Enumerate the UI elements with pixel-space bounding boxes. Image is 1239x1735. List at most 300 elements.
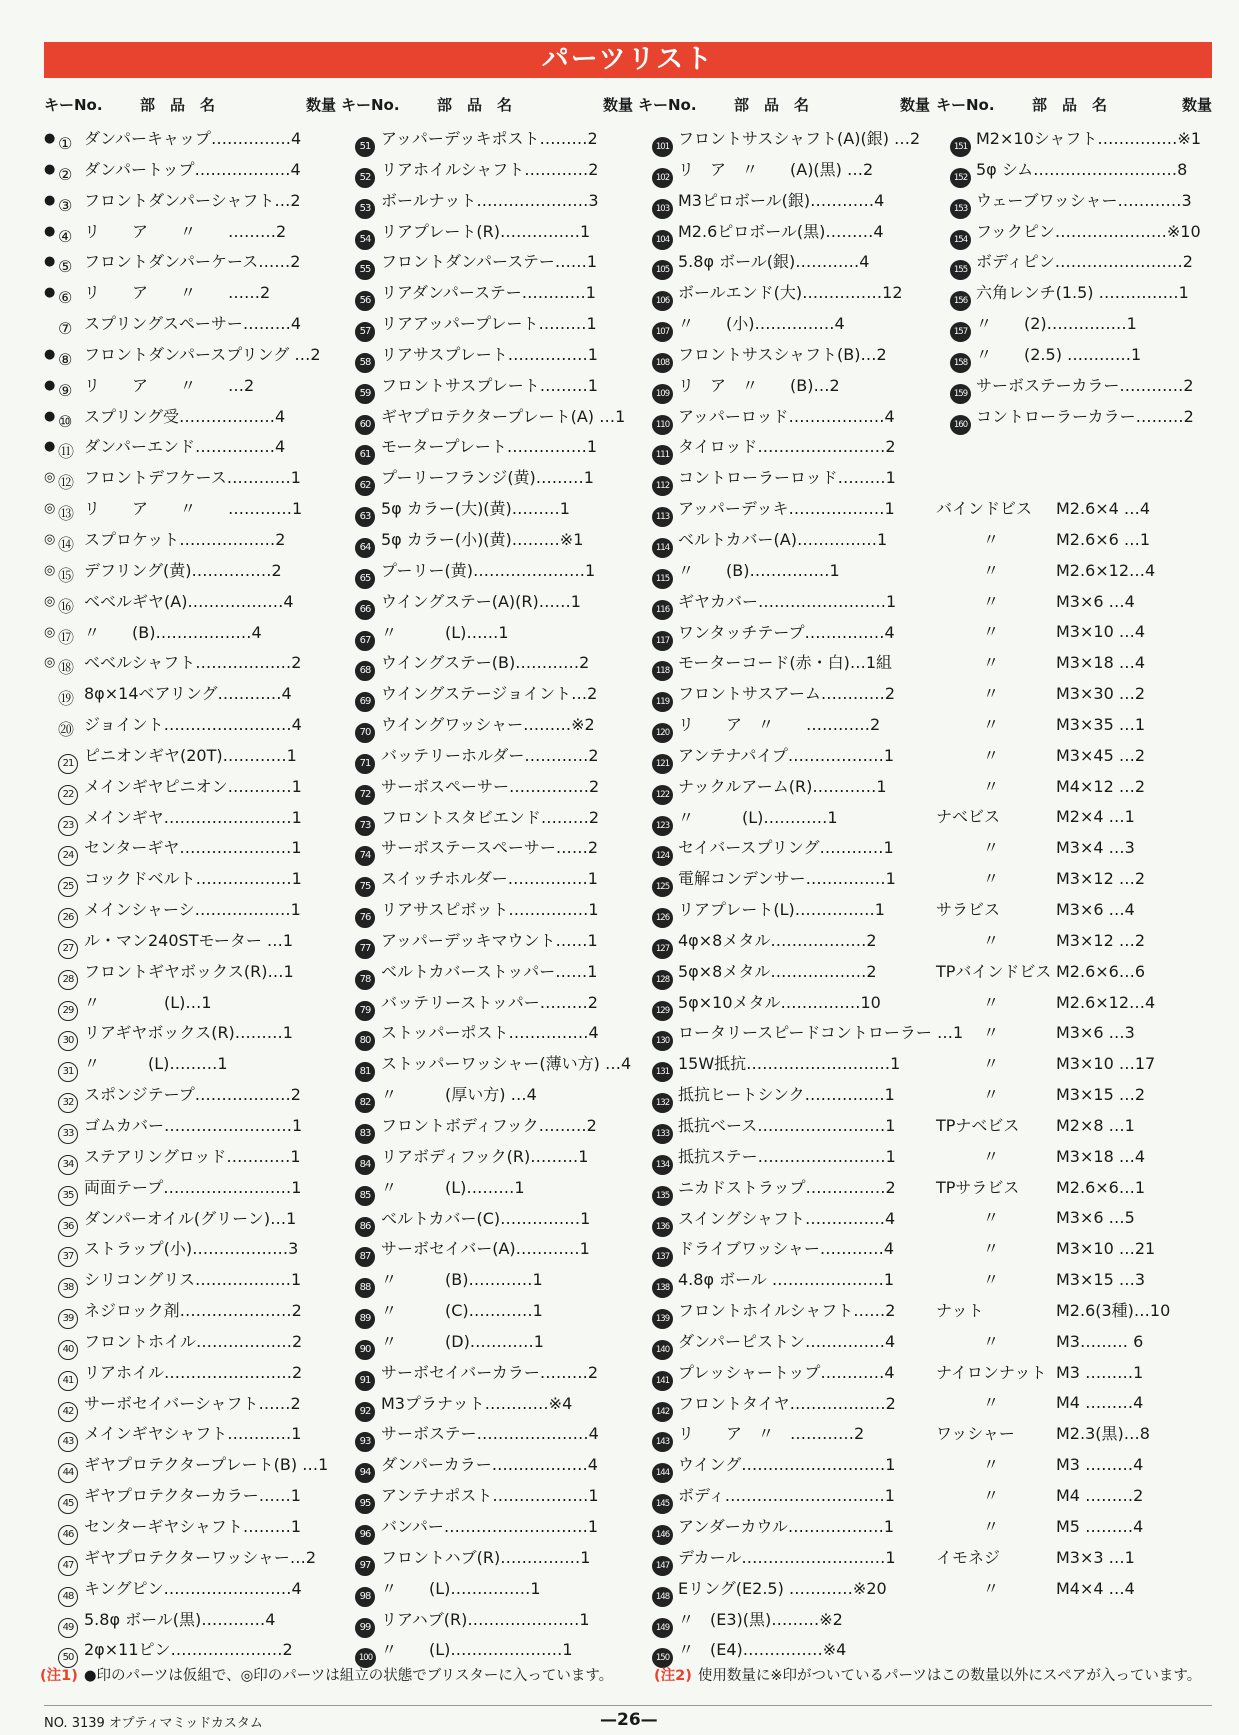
part-name: M3ピロボール(銀)…………4 <box>678 190 885 210</box>
key-number <box>58 1579 80 1602</box>
part-row <box>341 895 633 926</box>
key-number <box>355 838 377 862</box>
key-number <box>58 437 80 462</box>
key-number <box>652 530 674 553</box>
key-number-label: 53 <box>355 199 375 219</box>
part-name: ダンパーカラー………………4 <box>381 1455 598 1475</box>
part-name: 〃 (L)…………1 <box>678 807 838 827</box>
note-1-label: (注1) <box>40 1668 78 1684</box>
bolt-row <box>936 1574 1212 1605</box>
part-row <box>341 247 633 278</box>
bolt-size: M4 ………4 <box>1056 1393 1144 1413</box>
part-name: 電解コンデンサー……………1 <box>678 869 896 889</box>
part-name: リアプレート(L)……………1 <box>678 900 885 920</box>
part-row <box>936 155 1212 186</box>
column-header <box>638 94 930 118</box>
key-number-label: 37 <box>58 1247 78 1267</box>
key-number-label: 124 <box>652 846 673 866</box>
header-qty: 数量 <box>899 96 930 114</box>
part-row <box>44 710 336 741</box>
part-name: サーボステーカラー…………2 <box>976 375 1194 395</box>
part-name: サーボスペーサー……………2 <box>381 776 600 796</box>
key-number-label: ⑤ <box>58 257 73 277</box>
key-number <box>652 376 674 399</box>
part-name: リアサスピボット……………1 <box>381 900 599 920</box>
part-name: 〃 (B)……………1 <box>678 560 840 580</box>
part-row <box>44 556 336 587</box>
part-name: 〃 (厚い方) …4 <box>381 1085 537 1105</box>
key-number <box>652 283 674 307</box>
bolt-type: 〃 <box>982 1146 999 1166</box>
bolt-row <box>936 1080 1212 1111</box>
part-row <box>341 1389 633 1420</box>
bolt-size: M3×18 …4 <box>1056 1146 1146 1166</box>
part-row <box>44 1204 336 1235</box>
part-row <box>341 1234 633 1265</box>
key-number-label: 110 <box>652 415 673 435</box>
part-name: ベベルシャフト………………2 <box>84 653 302 673</box>
part-name: ベルトカバーストッパー……1 <box>381 961 598 981</box>
bolt-size: M5 ………4 <box>1056 1516 1144 1536</box>
part-row <box>638 432 930 463</box>
key-number <box>58 129 80 153</box>
part-row <box>638 278 930 309</box>
bolt-row <box>936 1265 1212 1296</box>
key-number-label: ⑫ <box>58 473 75 493</box>
key-number-label: 47 <box>58 1556 78 1576</box>
key-number <box>652 1301 674 1325</box>
part-name: アッパーデッキ………………1 <box>678 499 895 519</box>
part-name: 抵抗ヒートシンク……………1 <box>678 1085 895 1105</box>
key-number-label: 100 <box>355 1648 376 1668</box>
key-number <box>355 1023 377 1047</box>
assembly-mark: ◎ <box>44 562 56 578</box>
key-number-label: 51 <box>355 137 375 157</box>
part-name: バンパー………………………1 <box>381 1516 599 1536</box>
bolt-row <box>936 556 1212 587</box>
key-number-label: 144 <box>652 1463 673 1483</box>
part-row <box>341 186 633 217</box>
key-number-label: 159 <box>950 384 971 404</box>
part-row <box>341 1543 633 1574</box>
part-row <box>638 864 930 895</box>
part-name: フロントホイル………………2 <box>84 1331 303 1351</box>
key-number-label: 80 <box>355 1031 375 1051</box>
key-number-label: 129 <box>652 1001 673 1021</box>
part-row <box>638 1234 930 1265</box>
part-row <box>341 1173 633 1204</box>
part-name: ネジロック剤…………………2 <box>84 1301 302 1321</box>
key-number-label: 84 <box>355 1155 375 1175</box>
column-header <box>341 94 633 118</box>
key-number <box>652 1610 674 1633</box>
part-name: ワンタッチテープ……………4 <box>678 622 895 642</box>
key-number <box>355 1301 377 1325</box>
key-number-label: 109 <box>652 384 673 404</box>
part-name: センターギヤシャフト………1 <box>84 1516 302 1536</box>
bolt-row <box>936 1358 1212 1389</box>
bolt-row <box>936 802 1212 833</box>
key-number-label: ⑱ <box>58 658 75 678</box>
key-number <box>652 561 674 584</box>
key-number-label: 103 <box>652 199 673 219</box>
key-number-label: 99 <box>355 1618 375 1638</box>
part-name: ゴムカバー……………………1 <box>84 1116 303 1135</box>
assembly-mark: ● <box>44 223 56 239</box>
footer-rule <box>44 1705 1212 1706</box>
key-number <box>355 222 377 245</box>
part-row <box>341 309 633 340</box>
bolt-row <box>936 1296 1212 1327</box>
part-row <box>44 1358 336 1389</box>
part-name: バッテリーストッパー………2 <box>381 992 598 1012</box>
key-number-label: 115 <box>652 569 673 589</box>
part-name: 〃 (2)……………1 <box>976 314 1137 334</box>
part-row <box>638 988 930 1019</box>
part-name: フロントスタビエンド………2 <box>381 807 600 827</box>
part-row <box>44 1142 336 1173</box>
key-number-label: 112 <box>652 476 673 496</box>
part-row <box>44 402 336 433</box>
key-number-label: 60 <box>355 415 375 435</box>
key-number <box>950 407 972 430</box>
part-name: セイバースプリング…………1 <box>678 838 894 858</box>
part-name: リ ア 〃 (B)…2 <box>678 375 840 395</box>
part-row <box>638 1049 930 1080</box>
key-number-label: 30 <box>58 1031 78 1051</box>
key-number <box>355 931 377 954</box>
part-name: サーボステースペーサー……2 <box>381 838 599 858</box>
part-row <box>638 833 930 864</box>
bolt-type: サラビス <box>936 899 1001 919</box>
key-number-label: 95 <box>355 1494 375 1514</box>
part-row <box>44 1389 336 1420</box>
key-number <box>355 1054 377 1078</box>
key-number <box>58 1085 80 1109</box>
key-number-label: 75 <box>355 877 375 897</box>
key-number <box>58 1270 80 1294</box>
key-number-label: 89 <box>355 1309 375 1329</box>
part-name: 〃 (B)………………4 <box>84 622 262 642</box>
part-row <box>638 1018 964 1049</box>
part-name: 〃 (L)………1 <box>381 1177 525 1197</box>
part-row <box>44 1543 336 1574</box>
header-key: キーNo. <box>341 96 400 114</box>
part-row <box>341 1481 633 1512</box>
part-name: モーターコード(赤・白)…1組 <box>678 653 893 673</box>
part-row <box>638 155 930 186</box>
bolt-row <box>936 1388 1212 1419</box>
part-name: フロントボディフック………2 <box>381 1116 597 1135</box>
key-number-label: 154 <box>950 230 971 250</box>
bolt-type: TPナベビス <box>936 1115 1020 1135</box>
bolt-type: 〃 <box>982 1208 999 1228</box>
part-row <box>638 1574 930 1605</box>
bolt-type: 〃 <box>982 869 999 889</box>
note-2 <box>654 1664 1201 1685</box>
part-row <box>936 309 1212 340</box>
key-number <box>652 777 674 800</box>
part-row <box>44 1296 336 1327</box>
key-number-label: 62 <box>355 476 375 496</box>
part-row <box>638 186 930 217</box>
key-number <box>355 314 377 338</box>
part-name: リアサスプレート……………1 <box>381 344 598 364</box>
key-number-label: ⑩ <box>58 411 73 431</box>
key-number-label: 38 <box>58 1278 78 1298</box>
key-number-label: 65 <box>355 569 375 589</box>
part-name: 15W抵抗………………………1 <box>678 1054 901 1074</box>
part-row <box>341 1142 633 1173</box>
part-name: 5φ×10メタル……………10 <box>678 992 881 1012</box>
part-name: 〃 (E3)(黒)………※2 <box>678 1609 843 1629</box>
key-number <box>58 1023 80 1047</box>
bolt-size: M3×6 …4 <box>1056 899 1135 919</box>
bolt-type: 〃 <box>982 1085 999 1105</box>
bolt-size: M3……… 6 <box>1056 1331 1144 1351</box>
key-number <box>58 407 80 431</box>
part-row <box>341 618 633 649</box>
bolt-size: M3 ………4 <box>1056 1455 1144 1475</box>
key-number-label: ⑥ <box>58 288 73 308</box>
key-number <box>355 530 377 553</box>
bolt-size: M3×6 …5 <box>1056 1208 1135 1228</box>
key-number-label: 116 <box>652 600 673 620</box>
key-number-label: 70 <box>355 723 375 743</box>
key-number <box>652 684 674 708</box>
key-number-label: 48 <box>58 1587 78 1607</box>
key-number-label: 22 <box>58 785 78 805</box>
key-number <box>58 684 80 709</box>
key-number <box>652 1455 674 1479</box>
part-name: サーボステー…………………4 <box>381 1424 599 1444</box>
bolt-type: 〃 <box>982 1239 999 1259</box>
key-number <box>652 1116 674 1139</box>
part-row <box>638 1635 930 1666</box>
part-row <box>638 710 930 741</box>
key-number <box>58 808 80 831</box>
part-row <box>638 679 930 710</box>
key-number-label: 153 <box>950 199 971 219</box>
key-number <box>355 1363 377 1386</box>
key-number-label: 149 <box>652 1618 673 1638</box>
key-number-label: 155 <box>950 260 971 280</box>
key-number-label: 55 <box>355 260 375 280</box>
header-name: 部 品 名 <box>734 96 810 114</box>
key-number-label: ⑮ <box>58 565 75 585</box>
bolt-row <box>936 895 1212 926</box>
part-row <box>341 340 633 371</box>
bolt-row <box>936 648 1212 679</box>
bolt-type: 〃 <box>982 992 999 1012</box>
key-number-label: 69 <box>355 692 375 712</box>
part-name: プレッシャートップ…………4 <box>678 1362 895 1382</box>
part-row <box>341 1327 633 1358</box>
key-number-label: ⑳ <box>58 720 75 740</box>
key-number-label: 68 <box>355 661 375 681</box>
part-row <box>638 772 930 803</box>
key-number <box>652 1424 674 1448</box>
part-row <box>936 371 1212 402</box>
bolt-type: 〃 <box>982 838 999 858</box>
key-number <box>58 623 80 647</box>
part-name: リアダンパーステー…………1 <box>381 283 596 303</box>
part-row <box>341 710 633 741</box>
key-number-label: 61 <box>355 445 375 465</box>
bolt-list <box>936 494 1212 1604</box>
key-number <box>58 376 80 400</box>
part-row <box>638 1450 930 1481</box>
key-number-label: 83 <box>355 1124 375 1144</box>
key-number-label: 130 <box>652 1031 673 1051</box>
key-number <box>355 407 377 430</box>
key-number <box>652 191 674 214</box>
part-name: ベベルギヤ(A)………………4 <box>84 591 294 611</box>
bolt-row <box>936 1327 1212 1358</box>
bolt-type: 〃 <box>982 1054 999 1074</box>
key-number-label: 54 <box>355 230 375 250</box>
key-number-label: 125 <box>652 877 673 897</box>
key-number <box>652 1147 674 1170</box>
key-number <box>58 499 80 524</box>
note-2-text: 使用数量に※印がついているパーツはこの数量以外にスペアが入っています。 <box>697 1668 1202 1684</box>
part-row <box>44 217 336 248</box>
part-row <box>638 1512 930 1543</box>
part-row <box>44 1419 336 1450</box>
bolt-row <box>936 1481 1212 1512</box>
part-row <box>638 1358 930 1389</box>
bolt-size: M3×12 …2 <box>1056 930 1146 950</box>
parts-column <box>341 124 633 1666</box>
key-number <box>355 993 377 1016</box>
bolt-size: M3×18 …4 <box>1056 653 1146 673</box>
key-number <box>355 592 377 615</box>
part-name: メインシャーシ………………1 <box>84 900 301 920</box>
key-number <box>58 715 80 740</box>
bolt-type: 〃 <box>982 776 999 796</box>
part-name: モータープレート……………1 <box>381 437 598 457</box>
part-name: M2×10シャフト……………※1 <box>976 129 1202 148</box>
part-row <box>44 1049 336 1080</box>
part-row <box>44 772 336 803</box>
bolt-size: M3 ………1 <box>1056 1362 1144 1382</box>
part-name: フロントハブ(R)……………1 <box>381 1547 591 1567</box>
part-row <box>44 1512 336 1543</box>
assembly-mark: ● <box>44 161 56 177</box>
key-number <box>652 468 674 492</box>
part-name: ストッパーワッシャー(薄い方) …4 <box>381 1054 632 1074</box>
key-number <box>652 623 674 646</box>
bolt-type: TPバインドビス <box>936 961 1052 981</box>
key-number <box>58 1239 80 1263</box>
part-name: 六角レンチ(1.5) ……………1 <box>976 283 1189 303</box>
bolt-size: M3×10 …21 <box>1056 1239 1156 1259</box>
bolt-row <box>936 864 1212 895</box>
part-row <box>341 1111 633 1142</box>
key-number-label: ③ <box>58 195 73 215</box>
part-row <box>936 124 1212 155</box>
part-row <box>44 1450 336 1481</box>
key-number-label: 44 <box>58 1463 78 1483</box>
header-qty: 数量 <box>1181 96 1212 114</box>
part-row <box>44 1635 336 1666</box>
key-number-label: 81 <box>355 1062 375 1082</box>
key-number-label: ④ <box>58 226 73 246</box>
key-number-label: 98 <box>355 1587 375 1607</box>
part-row <box>44 309 336 340</box>
part-row <box>44 648 336 679</box>
assembly-mark: ◎ <box>44 531 56 547</box>
note-2-label: (注2) <box>654 1668 692 1684</box>
key-number-label: 122 <box>652 785 673 805</box>
bolt-type: 〃 <box>982 714 999 734</box>
key-number <box>652 1209 674 1232</box>
bolt-type: 〃 <box>982 1023 999 1043</box>
part-row <box>44 1574 336 1605</box>
key-number <box>652 1394 674 1417</box>
part-name: ダンパーキャップ……………4 <box>84 129 302 148</box>
part-row <box>341 1049 633 1080</box>
part-row <box>341 741 633 772</box>
key-number-label: 120 <box>652 723 673 743</box>
part-row <box>341 1512 633 1543</box>
part-name: リ ア 〃 …………2 <box>678 715 881 735</box>
bolt-size: M3×30 …2 <box>1056 684 1146 704</box>
key-number <box>355 746 377 769</box>
part-row <box>936 402 1212 433</box>
key-number <box>355 715 377 739</box>
key-number <box>355 499 377 523</box>
key-number <box>355 623 377 646</box>
part-row <box>638 1327 930 1358</box>
key-number <box>355 1239 377 1263</box>
bolt-row <box>936 1450 1212 1481</box>
bolt-row <box>936 741 1212 772</box>
bolt-size: M2.6×6…6 <box>1056 961 1146 981</box>
key-number <box>58 592 80 616</box>
part-row <box>341 1296 633 1327</box>
part-name: コントローラーカラー………2 <box>976 406 1194 426</box>
key-number-label: 92 <box>355 1402 375 1422</box>
part-row <box>341 587 633 618</box>
key-number <box>58 561 80 585</box>
part-row <box>44 1481 336 1512</box>
assembly-mark: ◎ <box>44 501 56 517</box>
part-name: フロントタイヤ………………2 <box>678 1393 896 1413</box>
part-row <box>44 803 336 834</box>
part-name: 〃 (小)……………4 <box>678 314 845 334</box>
key-number-label: 133 <box>652 1124 673 1144</box>
key-number <box>58 1363 80 1386</box>
part-row <box>638 618 930 649</box>
part-row <box>44 988 336 1019</box>
key-number-label: 147 <box>652 1556 673 1576</box>
key-number <box>652 407 674 430</box>
key-number <box>950 314 972 338</box>
bolt-type: ナベビス <box>936 807 1001 827</box>
key-number-label: 39 <box>58 1309 78 1329</box>
key-number-label: ⑧ <box>58 349 73 369</box>
key-number-label: 102 <box>652 168 673 188</box>
part-row <box>44 1018 336 1049</box>
bolt-row <box>936 1049 1212 1080</box>
assembly-mark: ◎ <box>44 655 56 671</box>
part-row <box>638 648 930 679</box>
key-number-label: ① <box>58 134 73 153</box>
part-name: スポンジテープ………………2 <box>84 1085 301 1105</box>
key-number-label: 72 <box>355 785 375 805</box>
part-name: ダンパートップ………………4 <box>84 159 301 179</box>
